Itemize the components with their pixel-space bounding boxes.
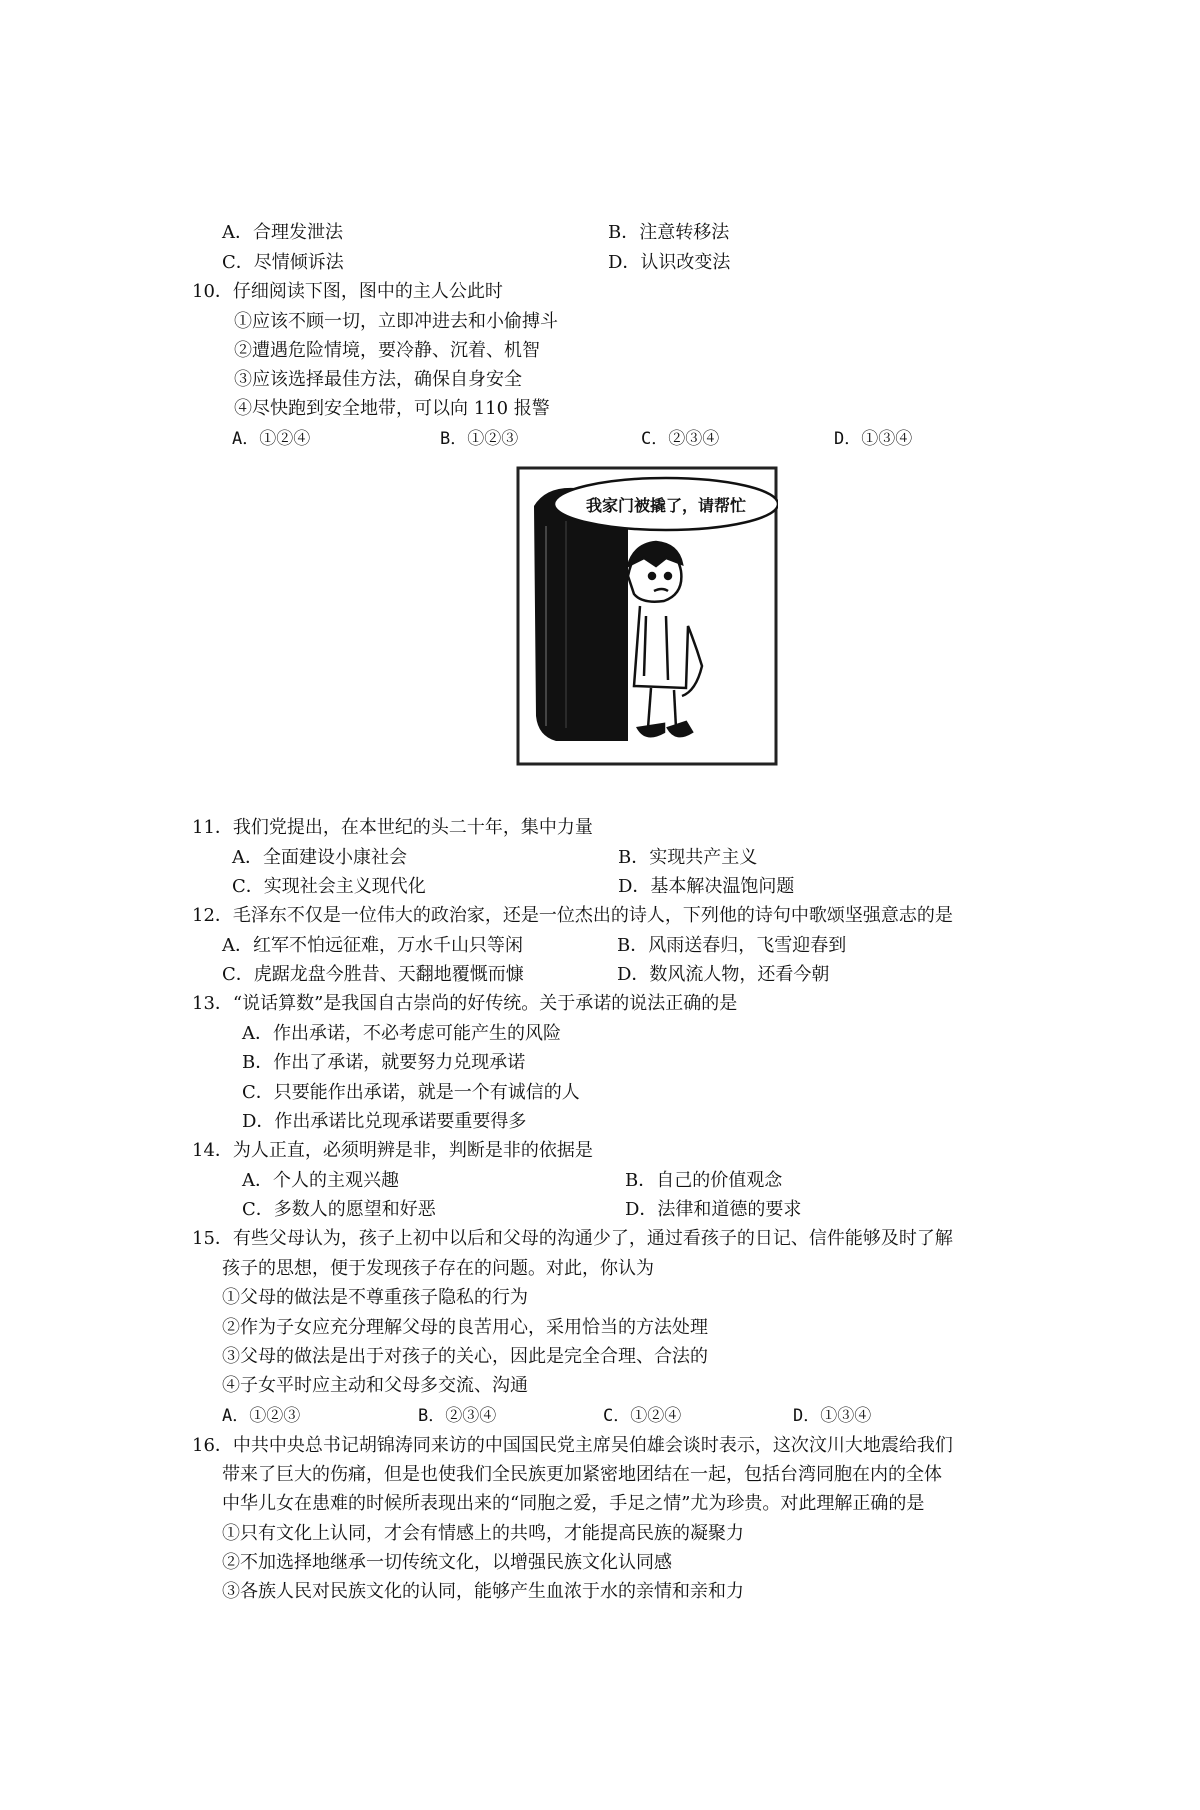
q9-option-a: A．合理发泄法 [222, 222, 343, 243]
speech-bubble-text: 我家门被撬了，请帮忙 [585, 496, 747, 515]
q11-option-a: A．全面建设小康社会 [232, 847, 407, 868]
q13-option-a: A．作出承诺，不必考虑可能产生的风险 [242, 1023, 561, 1044]
q11-option-c: C．实现社会主义现代化 [232, 876, 426, 897]
q14-option-c: C．多数人的愿望和好恶 [242, 1199, 436, 1220]
q16-statement-1: ①只有文化上认同，才会有情感上的共鸣，才能提高民族的凝聚力 [222, 1523, 744, 1544]
q10-statement-3: ③应该选择最佳方法，确保自身安全 [234, 369, 522, 390]
q14-option-b: B．自己的价值观念 [625, 1170, 783, 1191]
q11-option-b: B．实现共产主义 [618, 847, 758, 868]
q13-option-b: B．作出了承诺，就要努力兑现承诺 [242, 1052, 526, 1073]
q10-option-c: C．②③④ [641, 429, 720, 449]
q15-statement-3: ③父母的做法是出于对孩子的关心，因此是完全合理、合法的 [222, 1346, 708, 1367]
q16-statement-3: ③各族人民对民族文化的认同，能够产生血浓于水的亲情和亲和力 [222, 1581, 744, 1602]
q10-statement-2: ②遭遇危险情境，要冷静、沉着、机智 [234, 340, 540, 361]
q16-statement-2: ②不加选择地继承一切传统文化，以增强民族文化认同感 [222, 1552, 672, 1573]
q13-option-d: D．作出承诺比兑现承诺要重要得多 [242, 1111, 527, 1132]
q15-option-c: C．①②④ [603, 1406, 682, 1426]
q14-option-d: D．法律和道德的要求 [625, 1199, 802, 1220]
q12-option-b: B．风雨送春归，飞雪迎春到 [617, 935, 847, 956]
q16-stem-line-2: 带来了巨大的伤痛，但是也使我们全民族更加紧密地团结在一起，包括台湾同胞在内的全体 [222, 1464, 942, 1485]
q15-statement-1: ①父母的做法是不尊重孩子隐私的行为 [222, 1287, 528, 1308]
q10-option-a: A．①②④ [232, 429, 311, 449]
q9-option-d: D．认识改变法 [608, 252, 731, 273]
q12-option-d: D．数风流人物，还看今朝 [617, 964, 830, 985]
q10-stem: 10．仔细阅读下图，图中的主人公此时 [192, 281, 503, 302]
q15-statement-4: ④子女平时应主动和父母多交流、沟通 [222, 1375, 528, 1396]
q10-statement-4: ④尽快跑到安全地带，可以向 110 报警 [234, 398, 550, 419]
q13-option-c: C．只要能作出承诺，就是一个有诚信的人 [242, 1082, 580, 1103]
q16-stem-line-3: 中华儿女在患难的时候所表现出来的“同胞之爱，手足之情”尤为珍贵。对此理解正确的是 [222, 1493, 925, 1514]
q14-stem: 14．为人正直，必须明辨是非，判断是非的依据是 [192, 1140, 593, 1161]
q16-stem-line-1: 16．中共中央总书记胡锦涛同来访的中国国民党主席吴伯雄会谈时表示，这次汶川大地震给我们 [192, 1435, 953, 1456]
q12-option-c: C．虎踞龙盘今胜昔、天翻地覆慨而慷 [222, 964, 524, 985]
q15-option-d: D．①③④ [793, 1406, 872, 1426]
q14-option-a: A．个人的主观兴趣 [242, 1170, 399, 1191]
q10-statement-1: ①应该不顾一切，立即冲进去和小偷搏斗 [234, 311, 558, 332]
q11-stem: 11．我们党提出，在本世纪的头二十年，集中力量 [192, 817, 593, 838]
q15-stem-line-1: 15．有些父母认为，孩子上初中以后和父母的沟通少了，通过看孩子的日记、信件能够及时了解 [192, 1228, 953, 1249]
q9-option-b: B．注意转移法 [608, 222, 730, 243]
q12-option-a: A．红军不怕远征难，万水千山只等闲 [222, 935, 523, 956]
q15-option-b: B．②③④ [418, 1406, 497, 1426]
q15-statement-2: ②作为子女应充分理解父母的良苦用心，采用恰当的方法处理 [222, 1317, 708, 1338]
q10-option-b: B．①②③ [440, 429, 519, 449]
q9-option-c: C．尽情倾诉法 [222, 252, 344, 273]
q15-option-a: A．①②③ [222, 1406, 301, 1426]
q12-stem: 12．毛泽东不仅是一位伟大的政治家，还是一位杰出的诗人，下列他的诗句中歌颂坚强意志的是 [192, 905, 953, 926]
q15-stem-line-2: 孩子的思想，便于发现孩子存在的问题。对此，你认为 [222, 1258, 654, 1279]
q13-stem: 13．“说话算数”是我国自古崇尚的好传统。关于承诺的说法正确的是 [192, 993, 738, 1014]
q11-option-d: D．基本解决温饱问题 [618, 876, 795, 897]
q10-option-d: D．①③④ [834, 429, 913, 449]
cartoon-illustration [516, 466, 778, 766]
